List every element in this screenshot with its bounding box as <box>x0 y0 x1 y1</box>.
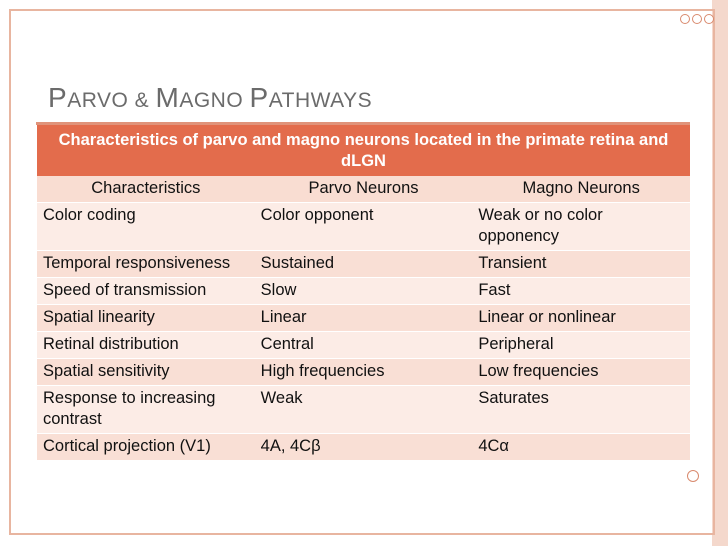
table-cell: Response to increasing contrast <box>37 386 255 434</box>
table-cell: Linear or nonlinear <box>472 305 690 332</box>
table-cell: Retinal distribution <box>37 332 255 359</box>
table-cell: Weak or no color opponency <box>472 203 690 251</box>
title-part: AGNO <box>179 89 250 112</box>
table-cell: Color opponent <box>255 203 473 251</box>
table-cell: Spatial linearity <box>37 305 255 332</box>
table-cell: Peripheral <box>472 332 690 359</box>
table-cell: Linear <box>255 305 473 332</box>
column-header: Parvo Neurons <box>255 176 473 203</box>
corner-circle-decoration <box>680 14 690 24</box>
table-cell: Low frequencies <box>472 359 690 386</box>
column-header: Magno Neurons <box>472 176 690 203</box>
table-row <box>37 251 690 278</box>
table-row <box>37 203 690 251</box>
column-header: Characteristics <box>37 176 255 203</box>
table-cell: Color coding <box>37 203 255 251</box>
table-caption: Characteristics of parvo and magno neurons located in the primate retina and dLGN <box>37 125 690 176</box>
slide-title <box>48 82 372 114</box>
title-part: P <box>249 82 269 113</box>
title-part: P <box>48 82 68 113</box>
table-caption-row <box>37 125 690 176</box>
table-row <box>37 434 690 461</box>
table-row <box>37 332 690 359</box>
table-cell: Sustained <box>255 251 473 278</box>
table-cell: Central <box>255 332 473 359</box>
table-cell: 4Cα <box>472 434 690 461</box>
table-row <box>37 386 690 434</box>
table-header-row <box>37 176 690 203</box>
table-row <box>37 359 690 386</box>
table-row <box>37 305 690 332</box>
table-cell: Cortical projection (V1) <box>37 434 255 461</box>
table-cell: Weak <box>255 386 473 434</box>
characteristics-table <box>37 125 690 461</box>
table-cell: Temporal responsiveness <box>37 251 255 278</box>
title-part: ATHWAYS <box>268 89 373 112</box>
table-cell: 4A, 4Cβ <box>255 434 473 461</box>
side-circle-decoration <box>687 470 699 482</box>
corner-circle-decoration <box>692 14 702 24</box>
table-row <box>37 278 690 305</box>
table-cell: Saturates <box>472 386 690 434</box>
corner-circle-decoration <box>704 14 714 24</box>
table-cell: Fast <box>472 278 690 305</box>
table-cell: Slow <box>255 278 473 305</box>
table-cell: High frequencies <box>255 359 473 386</box>
table-cell: Spatial sensitivity <box>37 359 255 386</box>
title-part: M <box>155 82 180 113</box>
table-cell: Transient <box>472 251 690 278</box>
title-part: ARVO & <box>67 89 156 112</box>
table-cell: Speed of transmission <box>37 278 255 305</box>
